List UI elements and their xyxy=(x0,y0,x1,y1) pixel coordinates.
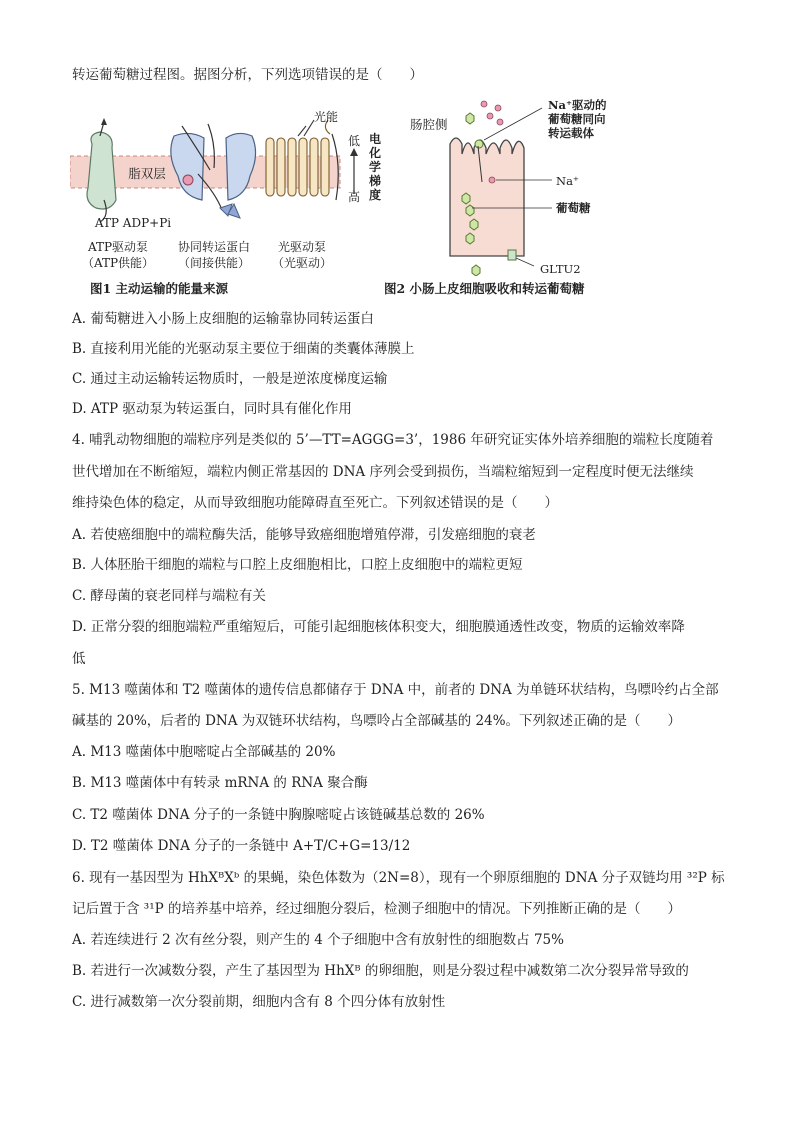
epithelial-cell xyxy=(450,138,524,256)
carrier-label-2: 葡萄糖同向 xyxy=(548,112,606,126)
figure-1-diagram xyxy=(70,104,390,304)
lipid-label: 脂双层 xyxy=(128,166,166,181)
q6-stem-1: 6. 现有一基因型为 HhXᴮXᵇ 的果蝇，染色体数为（2N=8），现有一个卵原细胞的 DNA 分子双链均用 ³²P 标 xyxy=(72,870,725,886)
pump3-name: 光驱动泵 xyxy=(277,240,326,254)
high-label: 高 xyxy=(347,190,360,204)
q3-option-a: A. 葡萄糖进入小肠上皮细胞的运输靠协同转运蛋白 xyxy=(72,311,374,327)
q6-stem-2: 记后置于含 ³¹P 的培养基中培养，经过细胞分裂后，检测子细胞中的情况。下列推断正确的是（ ） xyxy=(72,901,681,917)
q4-option-b: B. 人体胚胎干细胞的端粒与口腔上皮细胞相比，口腔上皮细胞中的端粒更短 xyxy=(72,557,523,573)
atp-pump xyxy=(87,118,116,222)
q4-option-d-2: 低 xyxy=(72,651,86,667)
gltu-label: GLTU2 xyxy=(540,262,581,276)
q4-stem-3: 维持染色体的稳定，从而导致细胞功能障碍直至死亡。下列叙述错误的是（ ） xyxy=(72,495,558,511)
q6-option-c: C. 进行减数第一次分裂前期，细胞内含有 8 个四分体有放射性 xyxy=(72,994,446,1010)
q5-option-a: A. M13 噬菌体中胞嘧啶占全部碱基的 20% xyxy=(72,744,336,760)
q3-option-b: B. 直接利用光能的光驱动泵主要位于细菌的类囊体薄膜上 xyxy=(72,341,415,357)
q5-stem-2: 碱基的 20%，后者的 DNA 为双链环状结构，鸟嘌呤占全部碱基的 24%。下列叙述正确的是（ ） xyxy=(72,713,682,729)
question-3-stem-end: 转运葡萄糖过程图。据图分析，下列选项错误的是（ ） xyxy=(72,67,423,83)
pump3-sub: （光驱动） xyxy=(271,256,332,270)
q5-option-d: D. T2 噬菌体 DNA 分子的一条链中 A+T/C+G=13/12 xyxy=(72,838,411,854)
q6-option-b: B. 若进行一次减数分裂，产生了基因型为 HhXᴮ 的卵细胞，则是分裂过程中减数第二次分裂异常导致的 xyxy=(72,963,689,979)
figure-1-caption: 图1 主动运输的能量来源 xyxy=(90,281,229,296)
q5-option-c: C. T2 噬菌体 DNA 分子的一条链中胸腺嘧啶占该链碱基总数的 26% xyxy=(72,807,485,823)
q4-option-c: C. 酵母菌的衰老同样与端粒有关 xyxy=(72,588,266,604)
pump1-sub: （ATP供能） xyxy=(81,256,155,270)
light-label: 光能 xyxy=(313,110,338,124)
carrier-label-1: Na⁺驱动的 xyxy=(548,98,607,112)
q6-option-a: A. 若连续进行 2 次有丝分裂，则产生的 4 个子细胞中含有放射性的细胞数占 75% xyxy=(72,932,564,948)
atp-label: ATP ADP+Pi xyxy=(94,216,172,230)
q3-option-c: C. 通过主动运输转运物质时，一般是逆浓度梯度运输 xyxy=(72,371,388,387)
q4-stem-2: 世代增加在不断缩短，端粒内侧正常基因的 DNA 序列会受到损伤，当端粒缩短到一定程度时便无法继续 xyxy=(72,464,694,480)
carrier-label-3: 转运载体 xyxy=(548,126,594,140)
q3-option-d: D. ATP 驱动泵为转运蛋白，同时具有催化作用 xyxy=(72,401,352,417)
na-label: Na⁺ xyxy=(556,174,579,188)
q4-option-d-1: D. 正常分裂的细胞端粒严重缩短后，可能引起细胞核体积变大，细胞膜通透性改变，物质的运输效率降 xyxy=(72,619,685,635)
figure-1 xyxy=(70,104,390,304)
lumen-label: 肠腔侧 xyxy=(410,117,448,132)
low-label: 低 xyxy=(347,134,360,148)
glucose-label: 葡萄糖 xyxy=(556,201,591,215)
figure-2 xyxy=(410,96,640,276)
q4-stem-1: 4. 哺乳动物细胞的端粒序列是类似的 5’—TT=AGGG=3’，1986 年研究证实体外培养细胞的端粒长度随着 xyxy=(72,432,714,448)
figure-2-caption: 图2 小肠上皮细胞吸收和转运葡萄糖 xyxy=(384,281,585,296)
q5-stem-1: 5. M13 噬菌体和 T2 噬菌体的遗传信息都储存于 DNA 中，前者的 DNA 为单链环状结构，鸟嘌呤约占全部 xyxy=(72,682,719,698)
pump2-name: 协同转运蛋白 xyxy=(177,240,250,254)
pump2-sub: （间接供能） xyxy=(177,256,250,270)
gradient-label: 电化学梯度 xyxy=(368,132,381,202)
q4-option-a: A. 若使癌细胞中的端粒酶失活，能够导致癌细胞增殖停滞，引发癌细胞的衰老 xyxy=(72,527,536,543)
pump1-name: ATP驱动泵 xyxy=(87,240,149,254)
q5-option-b: B. M13 噬菌体中有转录 mRNA 的 RNA 聚合酶 xyxy=(72,775,368,791)
